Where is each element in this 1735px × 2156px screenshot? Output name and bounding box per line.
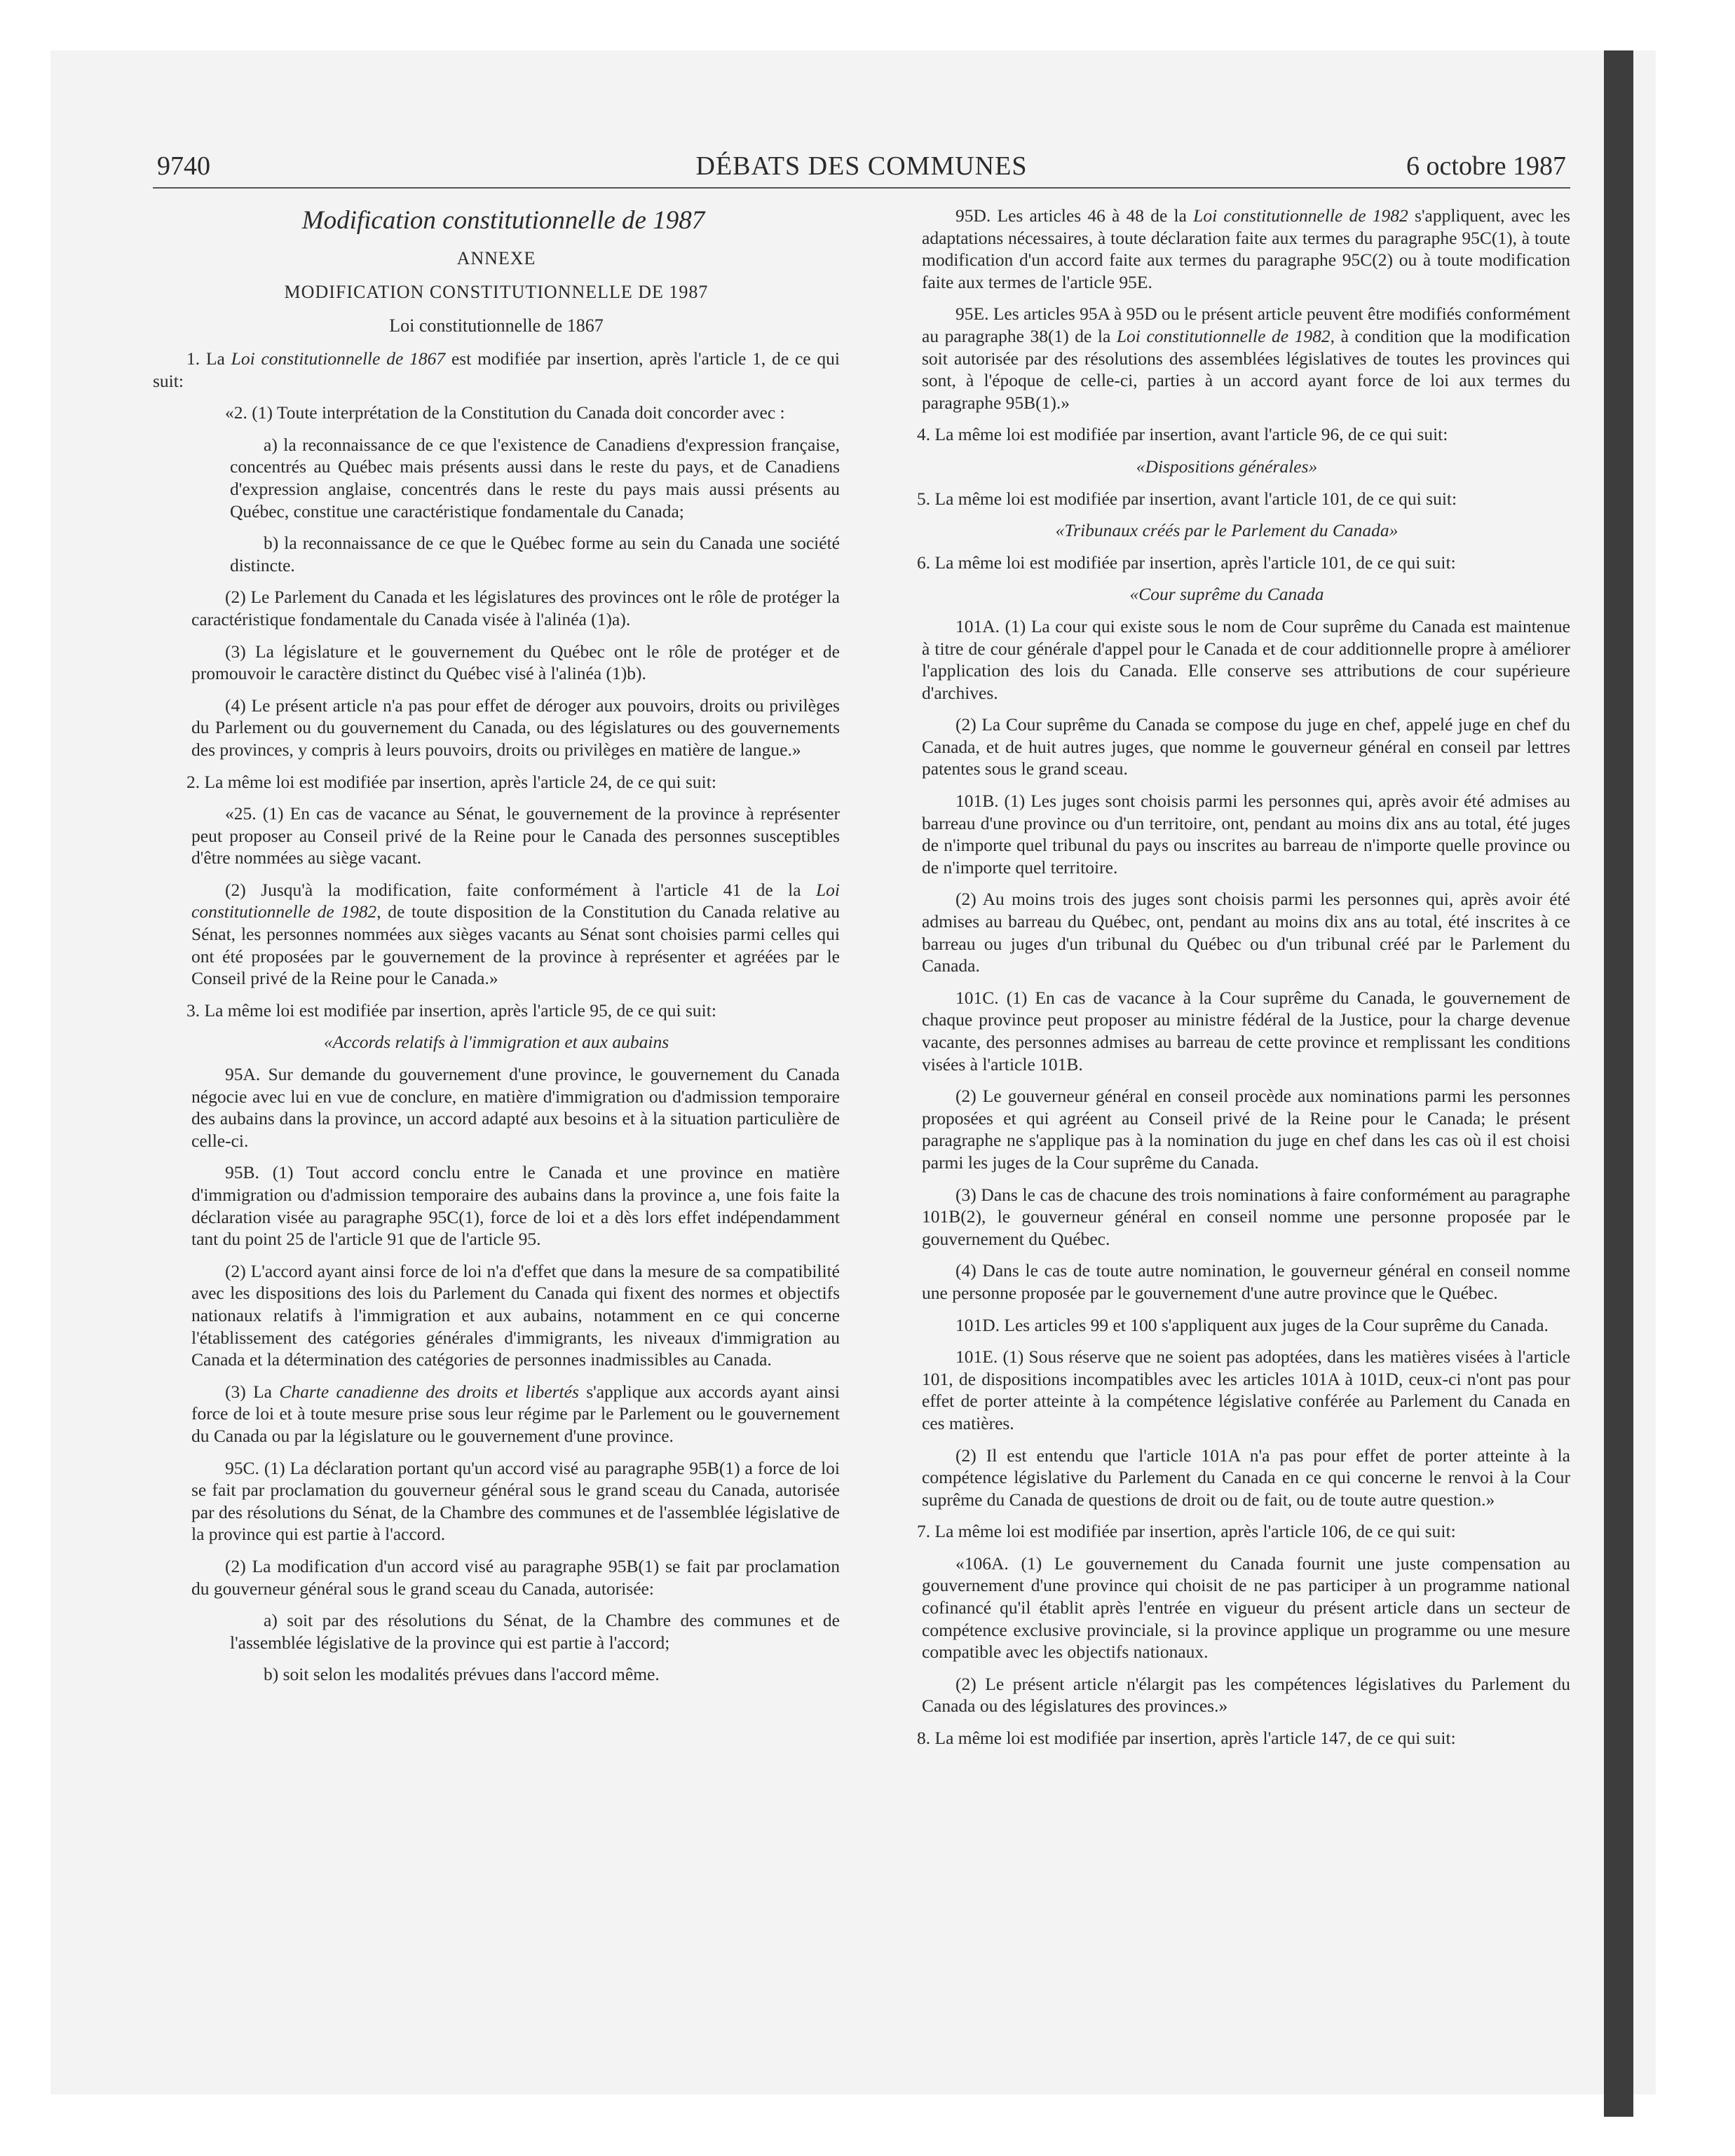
act-name: Loi constitutionnelle de 1867 [231,348,446,369]
paragraph: (2) Le Parlement du Canada et les législatures des provinces ont le rôle de protéger la caractéristique fondamentale du Canada visée à l'alinéa (1)a). [191,587,840,629]
subheading: «Tribunaux créés par le Parlement du Canada» [1055,520,1399,541]
paragraph: «25. (1) En cas de vacance au Sénat, le gouvernement de la province à représenter peut proposer au Conseil privé de la Reine pour le Canada des personnes susceptibles d'être nommées au siège vacant. [191,803,840,868]
paragraph: (2) La modification d'un accord visé au paragraphe 95B(1) se fait par proclamation du gouverneur général sous le grand sceau du Canada, autorisée: [191,1555,840,1599]
text: 1. La [186,348,231,369]
paragraph: «2. (1) Toute interprétation de la Constitution du Canada doit concorder avec : [225,402,785,423]
subheading: «Cour suprême du Canada [1129,584,1324,605]
paragraph: (2) Le présent article n'élargit pas les compétences législatives du Parlement du Canada ou des législatures des provinces.» [922,1673,1570,1717]
text: 95D. Les articles 46 à 48 de la [955,205,1194,226]
text: est modifiée par insertion, après l'article 1, de ce qui suit: [153,348,840,391]
article-3: 3. La même loi est modifiée par insertion, après l'article 95, de ce qui suit: [186,999,716,1021]
paragraph [883,303,1570,414]
paragraph: (2) La Cour suprême du Canada se compose du juge en chef, appelé juge en chef du Canada, et de huit autres juges, que nomme le gouverneur général en conseil par lettres patentes sous le grand sceau. [922,714,1570,779]
article-6: 6. La même loi est modifiée par insertion, après l'article 101, de ce qui suit: [917,552,1456,573]
paragraph: 101B. (1) Les juges sont choisis parmi les personnes qui, après avoir été admises au barreau d'une province ou d'un territoire, ont, pendant au moins dix ans au total, été juges de n'importe quel tribunal du pays ou inscrites au barreau de n'importe quelle province ou de n'importe quel territoire. [922,791,1570,878]
paragraph: 95B. (1) Tout accord conclu entre le Canada et une province en matière d'immigration ou d'admission temporaire des aubains dans la province a, une fois faite la déclaration visée au paragraphe 95C(1), force de loi et a dès lors effet indépendamment tant du point 25 de l'article 91 que de l'article 95. [191,1162,840,1250]
paragraph: b) soit selon les modalités prévues dans l'accord même. [264,1664,660,1685]
paragraph [153,1381,840,1447]
paragraph: a) soit par des résolutions du Sénat, de la Chambre des communes et de l'assemblée législative de la province qui est partie à l'accord; [230,1610,840,1653]
paragraph: (2) Au moins trois des juges sont choisis parmi les personnes qui, après avoir été admises au barreau du Québec, ont, pendant au moins dix ans au total, été inscrites à ce barreau ou juges d'un tribunal du Québec ou d'un tribunal créé par le Parlement du Canada. [922,889,1570,976]
paragraph: (4) Le présent article n'a pas pour effet de déroger aux pouvoirs, droits ou privilèges du Parlement ou du gouvernement du Canada, ou des législatures ou des gouvernements des provinces, y compris à leurs pouvoirs, droits ou privilèges en matière de langue.» [191,695,840,760]
act-name: Loi constitutionnelle de 1982 [191,879,840,922]
paragraph: 101A. (1) La cour qui existe sous le nom de Cour suprême du Canada est maintenue à titre de cour générale d'appel pour le Canada et de cour additionnelle propre à améliorer l'application des lois du Canada. Elle conserve ses attributions de cour supérieure d'archives. [922,615,1570,703]
paragraph: 95C. (1) La déclaration portant qu'un accord visé au paragraphe 95B(1) a force de loi se fait par proclamation du gouverneur général sous le grand sceau du Canada, autorisée par des résolutions du Sénat, de la Chambre des communes et de l'assemblée législative de la province qui est partie à l'accord. [191,1457,840,1545]
paragraph: (3) La législature et le gouvernement du Québec ont le rôle de protéger et de promouvoir le caractère distinct du Québec visé à l'alinéa (1)b). [191,641,840,684]
act-heading: Loi constitutionnelle de 1867 [389,315,604,336]
act-name: Loi constitutionnelle de 1982 [1116,325,1331,346]
text: (2) Jusqu'à la modification, faite conformément à l'article 41 de la [225,879,816,900]
left-column [153,205,840,1696]
header-date: 6 octobre 1987 [1406,151,1566,181]
act-name: Loi constitutionnelle de 1982 [1193,205,1408,226]
paragraph: (2) L'accord ayant ainsi force de loi n'a d'effet que dans la mesure de sa compatibilité avec les dispositions des lois du Parlement du Canada qui fixent des normes et objectifs nationaux relatifs à l'immigration et aux aubains, notamment en ce qui concerne l'établissement des catégories générales d'immigrants, les niveaux d'immigration au Canada et la détermination des catégories de personnes inadmissibles au Canada. [191,1260,840,1370]
text: s'appliquent, avec les adaptations nécessaires, à toute déclaration faite aux termes du paragraphe 95C(1), à toute modification d'un accord faite aux termes du paragraphe 95C(2) ou à toute modification faite aux termes de l'article 95E. [922,205,1570,292]
paragraph: a) la reconnaissance de ce que l'existence de Canadiens d'expression française, concentrés au Québec mais présents aussi dans le reste du pays, et de Canadiens d'expression anglaise, concentrés dans le reste du pays mais aussi présents au Québec, constitue une caractéristique fondamentale du Canada; [230,434,840,521]
subheading: «Accords relatifs à l'immigration et aux aubains [323,1032,669,1053]
article-8: 8. La même loi est modifiée par insertion, après l'article 147, de ce qui suit: [917,1728,1456,1749]
article-2: 2. La même loi est modifiée par insertion, après l'article 24, de ce qui suit: [186,771,716,792]
paragraph: (2) Il est entendu que l'article 101A n'a pas pour effet de porter atteinte à la compétence législative du Parlement du Canada en ce qui concerne le renvoi à la Cour suprême du Canada de questions de droit ou de fait, ou de toute autre question.» [922,1445,1570,1510]
page-number: 9740 [157,151,210,181]
article-5: 5. La même loi est modifiée par insertion, avant l'article 101, de ce qui suit: [917,488,1457,509]
annexe-heading: ANNEXE [456,248,536,268]
paragraph [883,205,1570,293]
text: , de toute disposition de la Constitution du Canada relative au Sénat, les personnes nommées aux sièges vacants au Sénat sont choisies parmi celles qui ont été proposées par le gouvernement de la province à représenter et agréées par le Conseil privé de la Reine pour le Canada.» [191,901,840,989]
paragraph: (3) Dans le cas de chacune des trois nominations à faire conformément au paragraphe 101B(2), le gouverneur général en conseil nomme une personne proposée par le gouvernement du Québec. [922,1184,1570,1249]
paragraph: b) la reconnaissance de ce que le Québec forme au sein du Canada une société distincte. [230,533,840,575]
charter-name: Charte canadienne des droits et libertés [279,1381,579,1402]
paragraph: 101C. (1) En cas de vacance à la Cour suprême du Canada, le gouvernement de chaque province peut proposer au ministre fédéral de la Justice, pour la charge devenue vacante, des personnes admises au barreau de cette province et remplissant les conditions visées à l'article 101B. [922,987,1570,1074]
page-header [153,144,1570,189]
article-7: 7. La même loi est modifiée par insertion, après l'article 106, de ce qui suit: [917,1521,1456,1542]
amendment-heading: MODIFICATION CONSTITUTIONNELLE DE 1987 [284,282,709,302]
paragraph: (2) Le gouverneur général en conseil procède aux nominations parmi les personnes proposées et qui agréent au Conseil privé de la Reine pour le Canada; le présent paragraphe ne s'applique pas à la nomination du juge en chef dans les cas où il est choisi parmi les juges de la Cour suprême du Canada. [922,1086,1570,1173]
text: s'applique aux accords ayant ainsi force de loi et à toute mesure prise sous leur régime par le Parlement ou le gouvernement du Canada ou par la législature ou le gouvernement d'une province. [191,1381,840,1446]
text: 95E. Les articles 95A à 95D ou le présent article peuvent être modifiés conformément au paragraphe 38(1) de la [922,303,1570,346]
section-title: Modification constitutionnelle de 1987 [301,206,705,235]
paragraph: 101D. Les articles 99 et 100 s'appliquent aux juges de la Cour suprême du Canada. [955,1314,1549,1335]
subheading: «Dispositions générales» [1136,456,1318,477]
publication-title: DÉBATS DES COMMUNES [695,151,1028,181]
paragraph: 101E. (1) Sous réserve que ne soient pas adoptées, dans les matières visées à l'article 101, de dispositions incompatibles avec les articles 101A à 101D, ceux-ci n'ont pas pour effet de porter atteinte à la compétence législative conférée au Parlement du Canada en ces matières. [922,1346,1570,1433]
text: , à condition que la modification soit autorisée par des résolutions des assemblées législatives de toutes les provinces qui sont, à l'époque de celle-ci, parties à un accord ayant force de loi aux termes du paragraphe 95B(1).» [922,325,1570,413]
right-column [883,205,1570,1759]
paragraph: (4) Dans le cas de toute autre nomination, le gouverneur général en conseil nomme une personne proposée par le gouvernement d'une autre province que le Québec. [922,1260,1570,1303]
article-1 [153,348,840,392]
paragraph: «106A. (1) Le gouvernement du Canada fournit une juste compensation au gouvernement d'une province qui choisit de ne pas participer à un programme national cofinancé qu'il établit après l'entrée en vigueur du présent article dans un secteur de compétence exclusive provinciale, si la province applique un programme ou une mesure compatible avec les objectifs nationaux. [922,1553,1570,1663]
paragraph [153,879,840,990]
paragraph: 95A. Sur demande du gouvernement d'une province, le gouvernement du Canada négocie avec lui en vue de conclure, en matière d'immigration ou d'admission temporaire des aubains dans la province, un accord adapté aux besoins et à la situation particulière de celle-ci. [191,1064,840,1151]
article-4: 4. La même loi est modifiée par insertion, avant l'article 96, de ce qui suit: [917,424,1448,445]
text: (3) La [225,1381,280,1402]
scan-edge-bar [1604,50,1633,2117]
